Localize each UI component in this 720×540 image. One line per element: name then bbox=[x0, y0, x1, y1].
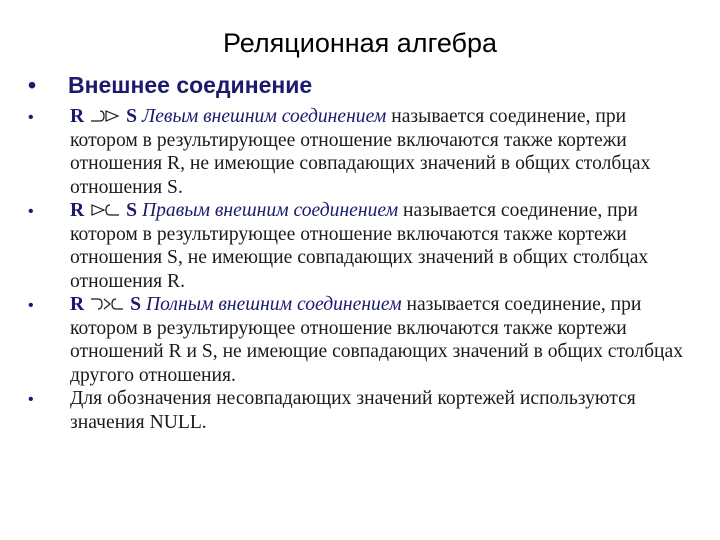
definition-text: называется соединение, при котором в результирующее отношение включаются также кортежи отношений R и S, не имеющие совпадающих значений в общих столбцах другого отношения. bbox=[70, 294, 684, 386]
relation-s: S bbox=[126, 200, 138, 221]
relation-s: S bbox=[126, 106, 138, 127]
term-left-outer-join: Левым внешним соединением bbox=[141, 106, 387, 127]
relation-s: S bbox=[130, 294, 142, 315]
relation-r: R bbox=[70, 200, 85, 221]
list-item-body bbox=[70, 199, 688, 293]
list-item-body bbox=[70, 105, 688, 199]
term-full-outer-join: Полным внешним соединением bbox=[145, 294, 402, 315]
bullet-icon: • bbox=[28, 297, 34, 314]
relation-r: R bbox=[70, 294, 85, 315]
section-heading bbox=[28, 72, 312, 99]
list-item bbox=[28, 387, 688, 434]
right-outer-join-icon bbox=[90, 203, 120, 217]
full-outer-join-icon bbox=[90, 297, 124, 311]
list-item-body bbox=[70, 387, 688, 434]
list-item-body bbox=[70, 293, 688, 387]
definition-text: называется соединение, при котором в результирующее отношение включаются также кортежи отношения S, не имеющие совпадающих значений в общих столбцах отношения R. bbox=[70, 200, 649, 292]
bullet-icon: • bbox=[28, 391, 34, 408]
term-right-outer-join: Правым внешним соединением bbox=[141, 200, 399, 221]
relation-r: R bbox=[70, 106, 85, 127]
section-heading-text: Внешнее соединение bbox=[68, 72, 313, 98]
bullet-icon: • bbox=[28, 72, 37, 98]
bullet-icon: • bbox=[28, 109, 34, 126]
left-outer-join-icon bbox=[90, 109, 120, 123]
bullet-icon: • bbox=[28, 203, 34, 220]
slide-title: Реляционная алгебра bbox=[222, 28, 498, 58]
list-item bbox=[28, 199, 688, 293]
null-note-text: Для обозначения несовпадающих значений кортежей используются значения NULL. bbox=[70, 388, 636, 433]
definition-list bbox=[28, 105, 688, 434]
list-item bbox=[28, 293, 688, 387]
definition-text: называется соединение, при котором в результирующее отношение включаются также кортежи отношения R, не имеющие совпадающих значений в общих столбцах отношения S. bbox=[70, 106, 651, 198]
list-item bbox=[28, 105, 688, 199]
